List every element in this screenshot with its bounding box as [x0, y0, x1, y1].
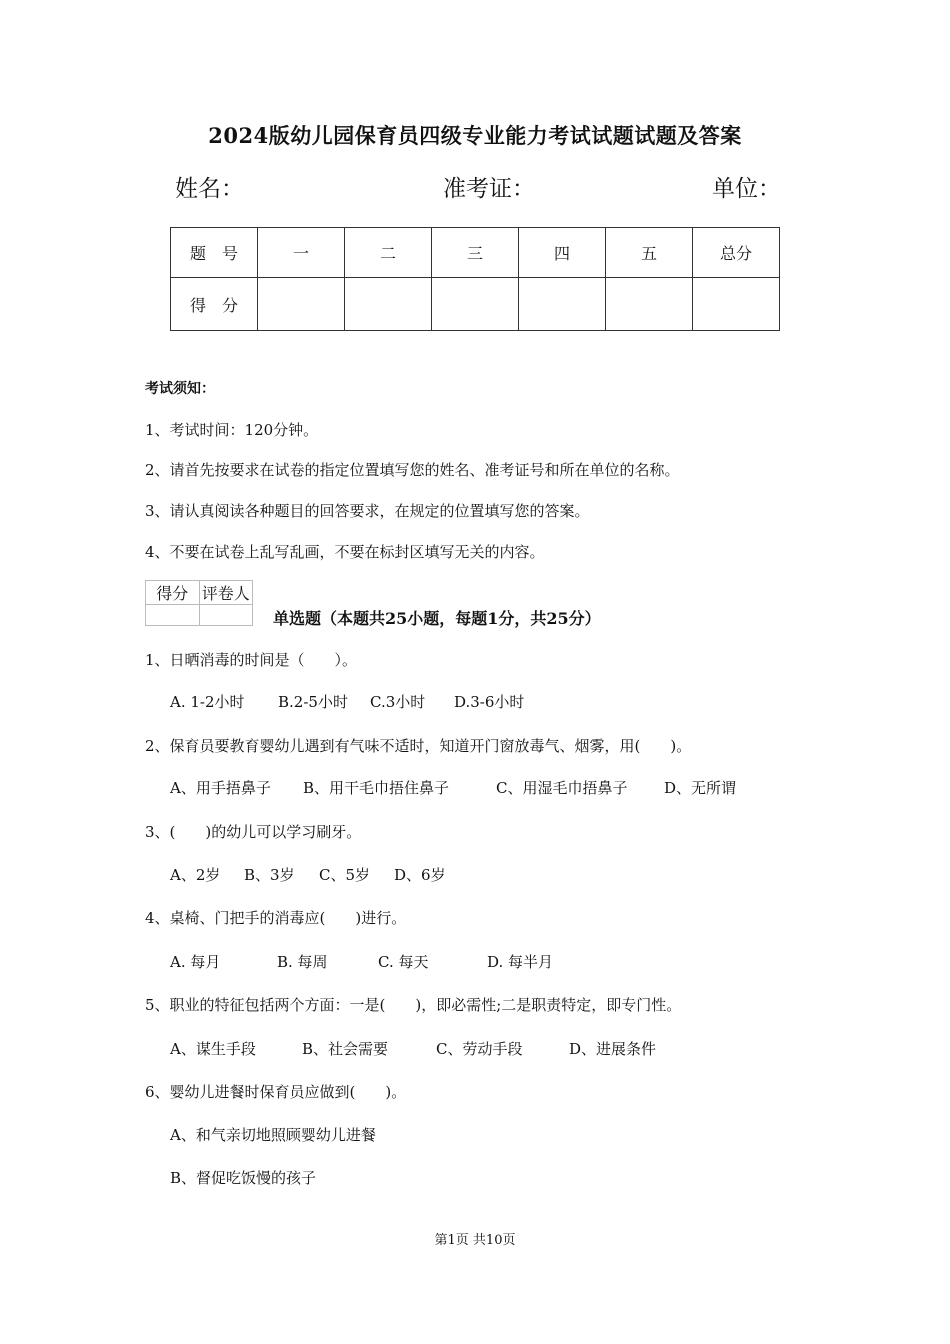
grader-box-grader-cell[interactable]: [199, 605, 253, 626]
option[interactable]: D、无所谓: [664, 779, 737, 797]
grader-box-grader-label: 评卷人: [199, 581, 253, 605]
option[interactable]: A. 每月: [170, 953, 221, 971]
option[interactable]: C、5岁: [319, 866, 371, 884]
score-table: [170, 227, 780, 331]
notice-item: 4、不要在试卷上乱写乱画，不要在标封区填写无关的内容。: [145, 543, 545, 561]
score-cell[interactable]: [432, 278, 519, 331]
option[interactable]: A、谋生手段: [170, 1040, 256, 1058]
score-table-header-cell: 三: [432, 228, 519, 278]
score-cell[interactable]: [693, 278, 780, 331]
question-6: 6、婴幼儿进餐时保育员应做到( )。: [145, 1083, 407, 1101]
score-table-header-cell: 二: [345, 228, 432, 278]
score-cell[interactable]: [345, 278, 432, 331]
score-table-row-label: 得 分: [171, 278, 258, 331]
option[interactable]: C. 每天: [378, 953, 429, 971]
option[interactable]: B、社会需要: [302, 1040, 389, 1058]
notice-heading: 考试须知：: [145, 381, 215, 397]
option[interactable]: B. 每周: [277, 953, 328, 971]
score-table-header-cell: 总分: [693, 228, 780, 278]
question-1: 1、日晒消毒的时间是（ ）。: [145, 651, 358, 669]
section-title: 单选题（本题共25小题，每题1分，共25分）: [273, 609, 601, 628]
score-table-header-cell: 五: [606, 228, 693, 278]
question-5-options: [170, 1038, 656, 1059]
question-3: 3、( )的幼儿可以学习刷牙。: [145, 823, 362, 841]
notice-item: 3、请认真阅读各种题目的回答要求，在规定的位置填写您的答案。: [145, 502, 590, 520]
score-table-header-cell: 四: [519, 228, 606, 278]
option[interactable]: B、督促吃饭慢的孩子: [170, 1169, 317, 1187]
option[interactable]: B、3岁: [244, 866, 295, 884]
grader-box-score-cell[interactable]: [146, 605, 200, 626]
score-cell[interactable]: [519, 278, 606, 331]
score-cell[interactable]: [258, 278, 345, 331]
question-1-options: [170, 691, 524, 712]
unit-field-label: 单位：: [712, 176, 781, 202]
option[interactable]: C.3小时: [370, 693, 426, 711]
page-footer: 第1页 共10页: [434, 1233, 516, 1248]
question-3-options: [170, 864, 446, 885]
notice-item: 1、考试时间：120分钟。: [145, 421, 319, 439]
question-4: 4、桌椅、门把手的消毒应( )进行。: [145, 909, 407, 927]
score-table-score-row: [171, 278, 780, 331]
exam-id-field-label: 准考证：: [443, 176, 535, 202]
score-table-header-row: [171, 228, 780, 278]
page-title: 2024版幼儿园保育员四级专业能力考试试题试题及答案: [208, 123, 742, 148]
option[interactable]: D、进展条件: [569, 1040, 657, 1058]
option[interactable]: A、2岁: [170, 866, 221, 884]
option[interactable]: C、劳动手段: [436, 1040, 523, 1058]
question-4-options: [170, 951, 553, 972]
question-5: 5、职业的特征包括两个方面：一是( )，即必需性;二是职责特定，即专门性。: [145, 996, 682, 1014]
question-2-options: [170, 777, 736, 798]
question-2: 2、保育员要教育婴幼儿遇到有气味不适时，知道开门窗放毒气、烟雾，用( )。: [145, 737, 692, 755]
option[interactable]: D.3-6小时: [454, 693, 525, 711]
option[interactable]: B.2-5小时: [278, 693, 348, 711]
score-table-header-cell: 一: [258, 228, 345, 278]
option[interactable]: D. 每半月: [487, 953, 554, 971]
grader-box-score-label: 得分: [146, 581, 200, 605]
grader-box: [145, 580, 253, 626]
option[interactable]: A、和气亲切地照顾婴幼儿进餐: [170, 1126, 376, 1144]
option[interactable]: A. 1-2小时: [170, 693, 245, 711]
name-field-label: 姓名：: [175, 176, 244, 202]
option[interactable]: B、用干毛巾捂住鼻子: [303, 779, 450, 797]
option[interactable]: A、用手捂鼻子: [170, 779, 271, 797]
score-cell[interactable]: [606, 278, 693, 331]
option[interactable]: C、用湿毛巾捂鼻子: [496, 779, 628, 797]
option[interactable]: D、6岁: [394, 866, 446, 884]
score-table-header-cell: 题 号: [171, 228, 258, 278]
notice-item: 2、请首先按要求在试卷的指定位置填写您的姓名、准考证号和所在单位的名称。: [145, 461, 680, 479]
